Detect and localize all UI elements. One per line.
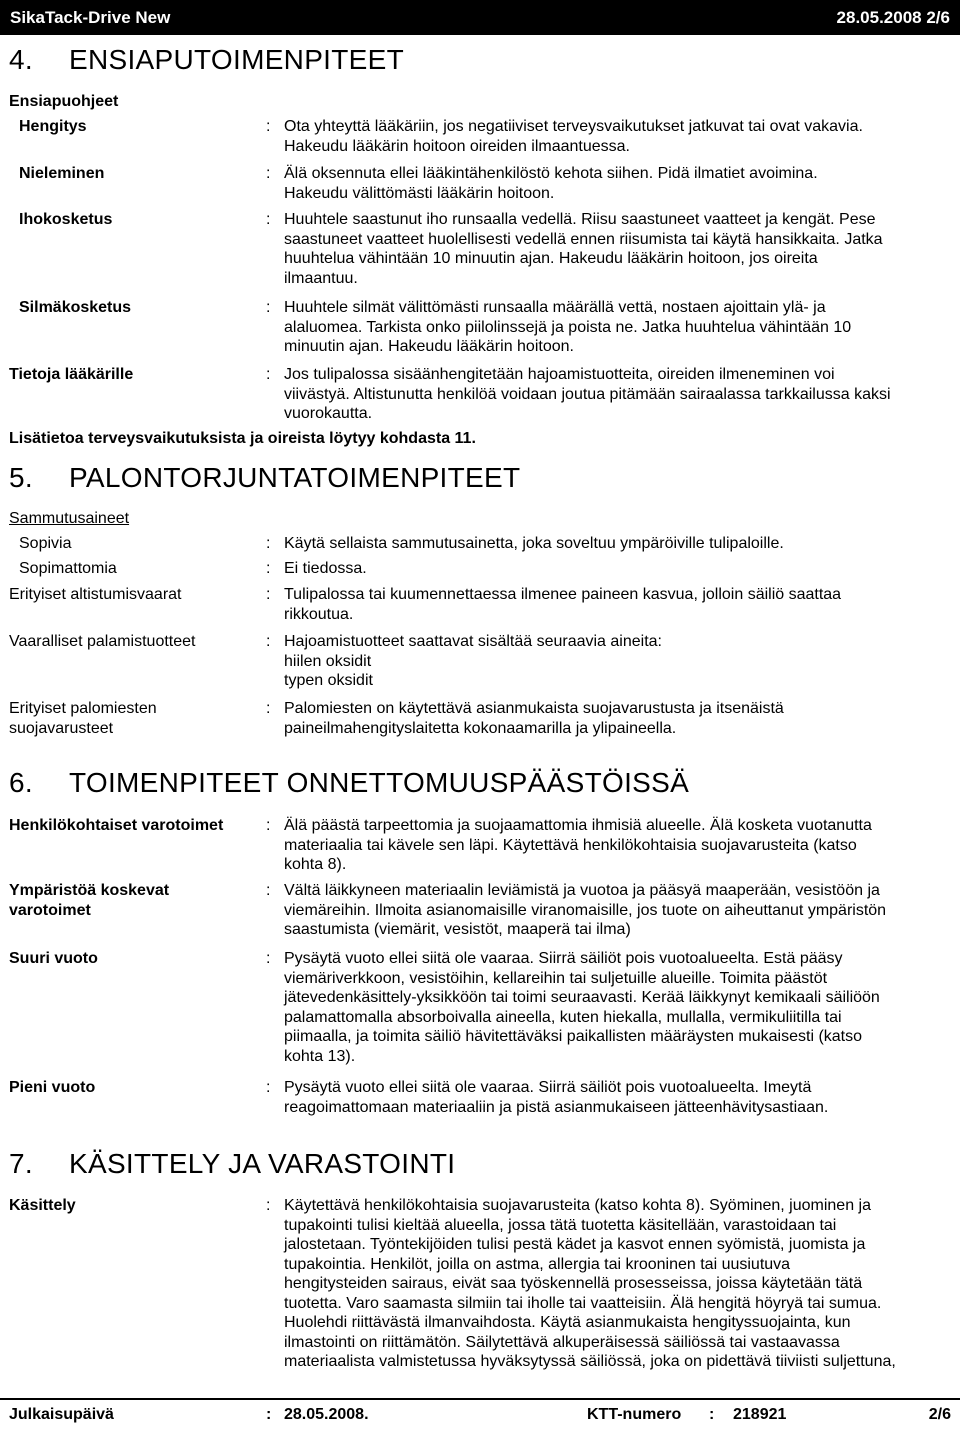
row-label: Tietoja lääkärille [9, 366, 134, 383]
colon: : [266, 118, 271, 135]
footer-divider [0, 1398, 960, 1400]
footer-colon: : [266, 1406, 272, 1423]
row-label: Erityiset palomiesten suojavarusteet [9, 700, 157, 737]
colon: : [266, 633, 271, 650]
row-label: Sopimattomia [19, 560, 117, 577]
row-value: Ei tiedossa. [284, 560, 367, 577]
footer-page: 2/6 [928, 1406, 951, 1423]
row-value: Jos tulipalossa sisäänhengitetään hajoamistuotteita, oireiden ilmeneminen voi viivästyä. Altistunutta henkilöä voidaan joutua pitämään sairaalassa tarkkailussa kaksi vuorokautta. [284, 366, 891, 422]
colon: : [266, 560, 271, 577]
colon: : [266, 211, 271, 228]
row-label: Ihokosketus [19, 211, 113, 228]
section-number: 5. [9, 462, 33, 493]
row-label: Sopivia [19, 535, 72, 552]
row-value: Vältä läikkyneen materiaalin leviämistä ja vuotoa ja pääsyä maaperään, vesistöön ja viemäreihin. Ilmoita asianomaisille viranomaisille, jos tuote on aiheuttanut ympäristön saastumista (viemärit, vesistöt, maaperä tai ilma) [284, 882, 887, 938]
row-value: Älä päästä tarpeettomia ja suojaamattomia ihmisiä alueelle. Älä kosketa vuotanutta materiaalia tai kävele sen läpi. Käytettävä henkilökohtaisia suojavarusteita (katso kohta 8). [284, 817, 872, 873]
product-name: SikaTack-Drive New [10, 8, 171, 27]
row-label: Henkilökohtaiset varotoimet [9, 817, 224, 834]
row-value: Tulipalossa tai kuumennettaessa ilmenee paineen kasvua, jolloin säiliö saattaa rikkoutua. [284, 586, 842, 623]
row-value: Ota yhteyttä lääkäriin, jos negatiiviset terveysvaikutukset jatkuvat tai ovat vakavia. Hakeudu lääkärin hoitoon oireiden ilmaantuessa. [284, 118, 863, 155]
row-value: Huuhtele saastunut iho runsaalla vedellä. Riisu saastuneet vaatteet ja kengät. Pese saastuneet vaatteet huolellisesti vedellä ennen riisumista tai käytä hansikkaita. Jatka huuhtelua vähintään 10 minuutin ajan. Hakeudu lääkärin hoitoon, jos oireita ilmaantuu. [284, 211, 883, 287]
row-value: Huuhtele silmät välittömästi runsaalla määrällä vettä, nostaen ajoittain ylä- ja alaluomea. Tarkista onko piilolinssejä ja poista ne. Jatka huuhtelua vähintään 10 minuutin ajan. Hakeudu lääkärin hoitoon. [284, 299, 852, 355]
section-5-title [9, 462, 520, 494]
row-label: Pieni vuoto [9, 1079, 96, 1096]
section-number: 6. [9, 767, 33, 798]
row-value: Pysäytä vuoto ellei siitä ole vaaraa. Siirrä säiliöt pois vuotoalueelta. Imeytä reagoimattomaan materiaaliin ja pistä asianmukaiseen jätteenhävitysastiaan. [284, 1079, 829, 1116]
footer-pub-value: 28.05.2008. [284, 1406, 369, 1423]
row-value: Hajoamistuotteet saattavat sisältää seuraavia aineita: hiilen oksidit typen oksidit [284, 633, 662, 689]
section-number: 7. [9, 1148, 33, 1179]
row-value: Käytettävä henkilökohtaisia suojavarusteita (katso kohta 8). Syöminen, juominen ja tupakointi tulisi kieltää alueella, jossa tätä tuotetta käsitellään, varastoidaan tai jalostetaan. Työntekijöiden tulisi pestä kädet ja kasvot ennen syömistä, juomista ja tupakointia. Henkilöt, joilla on astma, allergia tai krooninen tai uusiutuva hengitysteiden sairaus, eivät saa työskennellä prosesseissa, joissa käytetään tätä tuotetta. Varo saamasta silmiin tai iholle tai vaatteisiin. Älä hengitä höyryä tai sumua. Huolehdi riittävästä ilmanvaihdosta. Käytä asianmukaista hengityssuojainta, kun ilmastointi on riittämätön. Säilytettävä alkuperäisessä säiliössä tai vastaavassa materiaalista valmistetussa hyväksytyssä säiliössä, joka on pidettävä tiiviisti suljettuna, [284, 1197, 896, 1370]
footer-pub-label: Julkaisupäivä [9, 1406, 114, 1423]
subheading-sammutusaineet: Sammutusaineet [9, 510, 130, 527]
colon: : [266, 700, 271, 717]
colon: : [266, 1197, 271, 1214]
row-value: Käytä sellaista sammutusainetta, joka soveltuu ympäröiville tulipaloille. [284, 535, 784, 552]
footer-ktt-value: 218921 [733, 1406, 787, 1423]
colon: : [266, 165, 271, 182]
colon: : [266, 535, 271, 552]
colon: : [266, 366, 271, 383]
section-6-title [9, 767, 689, 799]
row-label: Nieleminen [19, 165, 105, 182]
footer-ktt-label: KTT-numero [587, 1406, 682, 1423]
row-label: Silmäkosketus [19, 299, 132, 316]
section-heading: ENSIAPUTOIMENPITEET [69, 44, 405, 75]
row-label: Erityiset altistumisvaarat [9, 586, 182, 603]
header-bar [0, 0, 960, 35]
section-number: 4. [9, 44, 33, 75]
header-date-page: 28.05.2008 2/6 [836, 8, 950, 27]
footer-colon: : [709, 1406, 715, 1423]
row-label: Ympäristöä koskevat varotoimet [9, 882, 170, 919]
section-heading: KÄSITTELY JA VARASTOINTI [69, 1148, 456, 1179]
section-heading: PALONTORJUNTATOIMENPITEET [69, 462, 521, 493]
row-value: Pysäytä vuoto ellei siitä ole vaaraa. Siirrä säiliöt pois vuotoalueelta. Estä pääsy viemäriverkkoon, vesistöihin, kellareihin tai suljetuille alueille. Toimita päästöt jätevedenkäsittely-yksikköön tai toimi seuraavasti. Kerää läikkynyt kemikaali säiliöön palamattomalla absorboivalla aineella, kuten hiekalla, mullalla, vermikuliitilla tai piimaalla, ja toimita säiliö hävitettäväksi paikallisten määräysten mukaisesti (katso kohta 13). [284, 950, 880, 1065]
section-4-title [9, 44, 404, 76]
section-heading: TOIMENPITEET ONNETTOMUUSPÄÄSTÖISSÄ [69, 767, 690, 798]
row-label: Suuri vuoto [9, 950, 98, 967]
row-value: Palomiesten on käytettävä asianmukaista suojavarustusta ja itsenäistä paineilmahengityslaitetta kokonaamarilla ja ylipaineella. [284, 700, 784, 737]
row-value: Älä oksennuta ellei lääkintähenkilöstö kehota siihen. Pidä ilmatiet avoimina. Hakeudu välittömästi lääkärin hoitoon. [284, 165, 818, 202]
health-effects-note: Lisätietoa terveysvaikutuksista ja oireista löytyy kohdasta 11. [9, 430, 476, 447]
colon: : [266, 817, 271, 834]
subheading-ensiapuohjeet: Ensiapuohjeet [9, 93, 119, 110]
colon: : [266, 586, 271, 603]
colon: : [266, 882, 271, 899]
colon: : [266, 299, 271, 316]
colon: : [266, 1079, 271, 1096]
colon: : [266, 950, 271, 967]
section-7-title [9, 1148, 455, 1180]
row-label: Vaaralliset palamistuotteet [9, 633, 196, 650]
row-label: Käsittely [9, 1197, 76, 1214]
row-label: Hengitys [19, 118, 87, 135]
